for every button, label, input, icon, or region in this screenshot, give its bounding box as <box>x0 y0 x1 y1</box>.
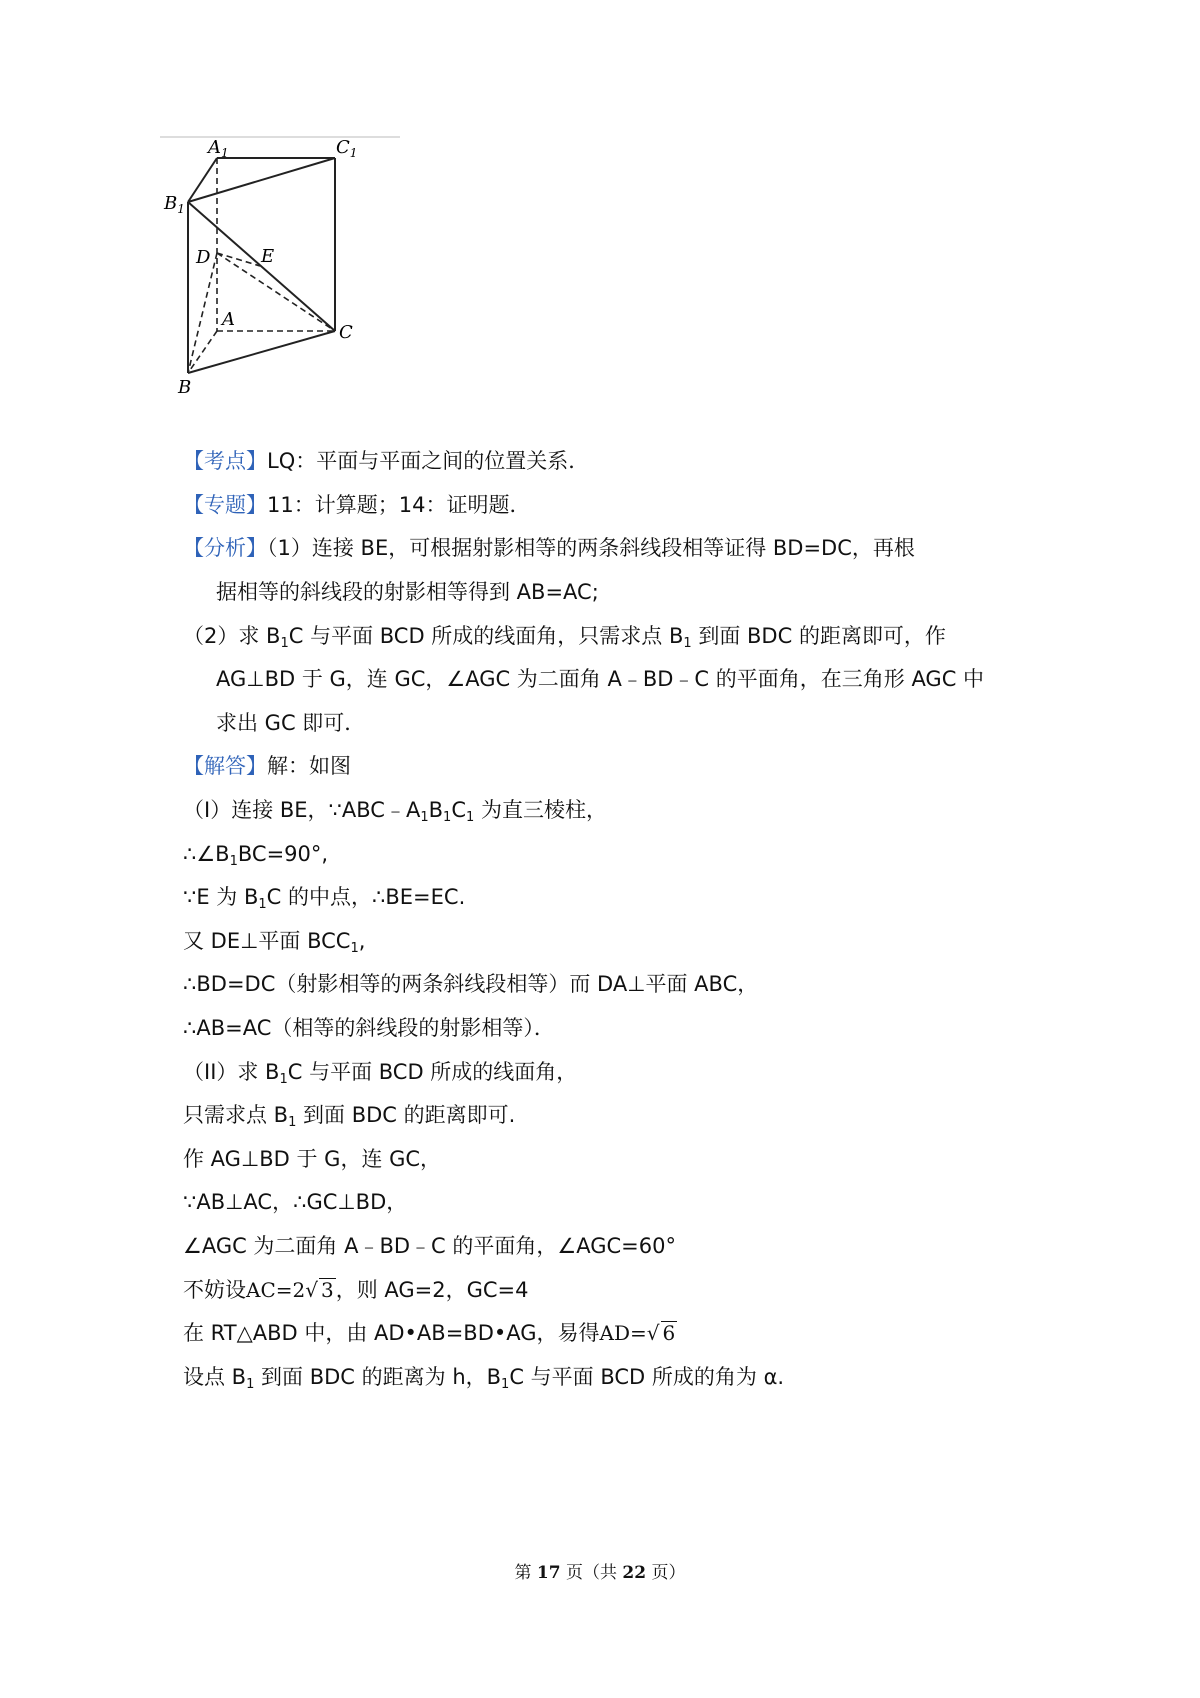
fenxi-tag: 【分析】 <box>183 536 267 560</box>
solution-line-8: 只需求点 $B_1$ 到面 BDC 的距离即可. <box>183 1103 516 1130</box>
edge-BC <box>188 331 335 373</box>
label-E: E <box>261 246 275 267</box>
page-total: 22 <box>622 1563 647 1583</box>
solution-line-7: （II）求 $B_1C$ 与平面 BCD 所成的线面角， <box>183 1060 578 1087</box>
zhuanti-text: 11：计算题；14：证明题． <box>267 493 531 517</box>
jieda-tag: 【解答】 <box>183 754 267 778</box>
zhuanti-line <box>183 490 530 520</box>
zhuanti-tag: 【专题】 <box>183 493 267 517</box>
prism-figure <box>160 135 400 400</box>
kaodian-line <box>183 446 589 476</box>
solution-line-11: ∠AGC 为二面角 A﹣BD﹣C 的平面角，∠AGC=60° <box>183 1234 676 1258</box>
solution-line-5: ∴BD=DC（射影相等的两条斜线段相等）而 DA⊥平面 ABC， <box>183 972 759 996</box>
label-B1: $B_1$ <box>164 193 185 216</box>
label-B: B <box>178 377 192 398</box>
edge-DB <box>188 253 217 373</box>
formula-ad: AD=√ 6 <box>599 1321 676 1345</box>
solution-line-14: 设点 $B_1$ 到面 BDC 的距离为 h，$B_1C$ 与平面 BCD 所成的角为 α. <box>183 1365 785 1392</box>
solution-line-3: ∵E 为 $B_1C$ 的中点，∴BE=EC. <box>183 885 466 912</box>
formula-ac: AC=2√ 3 <box>246 1278 334 1302</box>
jieda-line <box>183 751 351 781</box>
page-footer: 第 17 页（共 22 页） <box>514 1563 686 1583</box>
fenxi-line-5: 求出 GC 即可． <box>216 711 366 735</box>
kaodian-tag: 【考点】 <box>183 449 267 473</box>
fenxi-line-4: AG⊥BD 于 G，连 GC，∠AGC 为二面角 A﹣BD﹣C 的平面角，在三角形 AGC 中 <box>216 667 985 691</box>
page-number: 17 <box>536 1563 561 1583</box>
solution-line-4: 又 DE⊥平面 $BCC_1$, <box>183 929 366 956</box>
solution-line-1: （I）连接 BE，$\because ABC﹣A_1B_1C_1$ 为直三棱柱， <box>183 798 607 825</box>
fenxi-line-3: （2）求 $B_1C$ 与平面 BCD 所成的线面角，只需求点 $B_1$ 到面 BDC 的距离即可，作 <box>183 624 946 651</box>
solution-line-9: 作 AG⊥BD 于 G，连 GC， <box>183 1147 442 1171</box>
solution-line-12: 不妨设AC=2√ 3，则 AG=2，GC=4 <box>183 1278 529 1302</box>
label-C1: $C_1$ <box>336 137 358 160</box>
fenxi-line-2: 据相等的斜线段的射影相等得到 AB=AC; <box>216 580 599 604</box>
kaodian-text: LQ：平面与平面之间的位置关系． <box>267 449 590 473</box>
jieda-text: 解：如图 <box>267 754 351 778</box>
label-D: D <box>196 247 211 268</box>
solution-line-13: 在 RT△ABD 中，由 AD•AB=BD•AG，易得AD=√ 6 <box>183 1321 676 1345</box>
label-A1: $A_1$ <box>208 137 229 160</box>
label-A: A <box>222 309 235 330</box>
solution-line-6: ∴AB=AC（相等的斜线段的射影相等）． <box>183 1016 555 1040</box>
fenxi-line-1 <box>183 533 915 563</box>
fenxi-text-1: （1）连接 BE，可根据射影相等的两条斜线段相等证得 BD=DC，再根 <box>267 536 915 560</box>
label-C: C <box>339 322 353 343</box>
solution-line-2: $\therefore\angle B_1BC=90^\circ$, <box>183 842 329 869</box>
edge-B1C1 <box>188 158 335 202</box>
solution-line-10: ∵AB⊥AC，∴GC⊥BD， <box>183 1190 408 1214</box>
